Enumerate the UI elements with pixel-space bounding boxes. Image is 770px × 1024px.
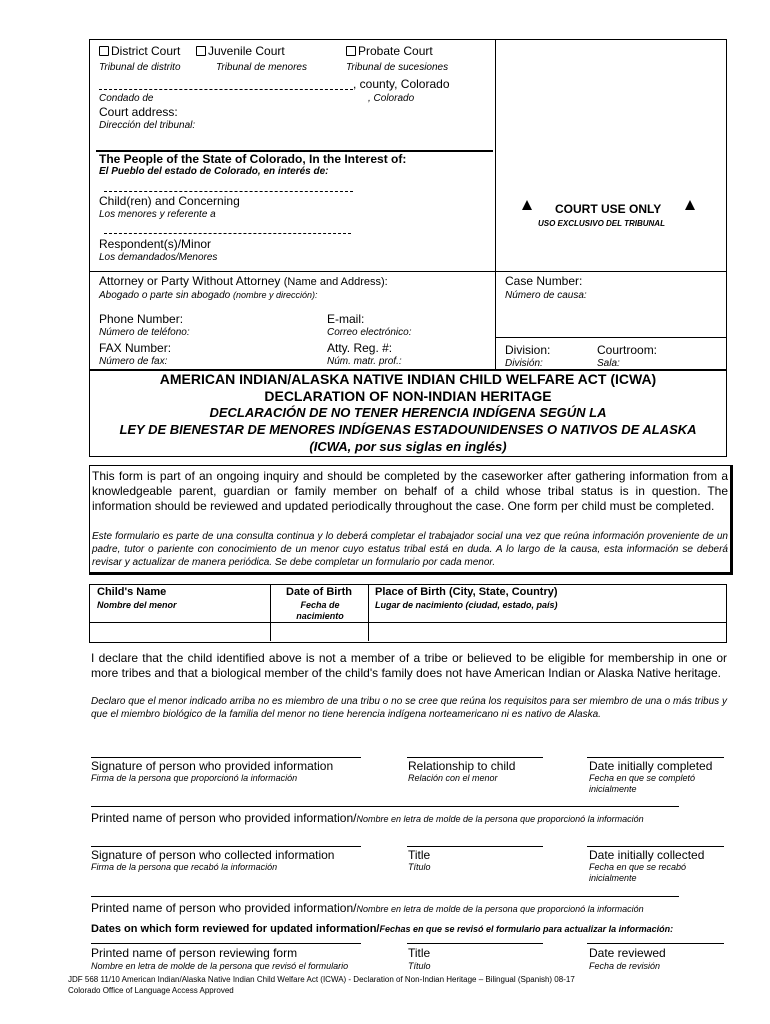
date-completed-input[interactable] (587, 757, 724, 758)
date-completed-label-es: Fecha en que se completó inicialmente (589, 773, 696, 794)
district-court-label-es: Tribunal de distrito (99, 62, 181, 73)
attorney-label-suffix: (Name and Address): (283, 276, 388, 288)
child-name-header: Child's Name (97, 586, 167, 598)
division-divider (495, 337, 726, 338)
title-reviewer-label: Title (408, 946, 431, 960)
court-use-label: COURT USE ONLY (555, 202, 662, 216)
printed-name-reviewer-label-es: Nombre en letra de molde de la persona que revisó el formulario (91, 961, 349, 971)
up-arrow-icon (522, 200, 532, 210)
caption-divider-vertical (495, 39, 496, 369)
probate-court-checkbox[interactable] (346, 44, 433, 58)
date-reviewed-label-es: Fecha de revisión (589, 961, 661, 971)
signature-collector-label: Signature of person who collected information (91, 848, 335, 862)
children-label-es: Los menores y referente a (99, 209, 216, 220)
printed-name-provider2-label (91, 899, 644, 917)
juvenile-court-label-es: Tribunal de menores (216, 62, 307, 73)
declaration-text-en: I declare that the child identified above is not a member of a tribe or believed to be eligible for membership in one or more tribes and that a biological member of the child's family does not have American Indian or Alaska Native heritage. (91, 651, 727, 680)
case-number-label: Case Number: (505, 274, 583, 288)
printed-name-reviewer-input[interactable] (91, 943, 361, 944)
printed-name-provider2-input[interactable] (91, 896, 679, 897)
court-address-label-es: Dirección del tribunal: (99, 120, 196, 131)
court-use-label-es: USO EXCLUSIVO DEL TRIBUNAL (538, 219, 665, 228)
county-input[interactable] (99, 89, 353, 90)
printed-name-reviewer-label: Printed name of person reviewing form (91, 946, 298, 960)
county-label-es: Condado de (99, 93, 154, 104)
people-title: The People of the State of Colorado, In the Interest of: (99, 152, 407, 166)
fax-label: FAX Number: (99, 341, 172, 355)
child-name-header-es: Nombre del menor (97, 600, 177, 610)
courtroom-label-es: Sala: (597, 358, 620, 369)
case-number-label-es: Número de causa: (505, 290, 587, 301)
district-court-label: District Court (111, 44, 181, 58)
footer-line2: Colorado Office of Language Access Approved (68, 986, 234, 995)
signature-provider-input[interactable] (91, 757, 361, 758)
date-reviewed-input[interactable] (587, 943, 724, 944)
checkbox-icon[interactable] (346, 46, 356, 56)
courtroom-label: Courtroom: (597, 343, 658, 357)
title-collector-input[interactable] (407, 846, 543, 847)
notice-text-es: Este formulario es parte de una consulta continua y lo deberá completar el trabajador social una vez que reúna información proveniente de un padre, tutor o pariente con conocimiento de un menor cuyo estatus tribal está en duda. A lo largo de la causa, esta información se deberá revisar y actualizar de manera periódica. Se debe completar un formulario por cada menor. (92, 531, 728, 568)
dob-header-es: Fecha de nacimiento (296, 600, 344, 621)
division-label-es: División: (505, 358, 543, 369)
attorney-label-es (99, 290, 318, 301)
form-title-es2: LEY DE BIENESTAR DE MENORES INDÍGENAS ESTADOUNIDENSES O NATIVOS DE ALASKA (119, 422, 697, 437)
email-label-es: Correo electrónico: (327, 327, 412, 338)
children-label: Child(ren) and Concerning (99, 194, 240, 208)
title-reviewer-input[interactable] (407, 943, 543, 944)
colorado-label-es: , Colorado (368, 93, 415, 104)
dob-input[interactable] (271, 623, 367, 640)
attorney-label-es-main: Abogado o parte sin abogado (99, 290, 231, 301)
form-title-line2: DECLARATION OF NON-INDIAN HERITAGE (264, 388, 552, 404)
county-label: , county, Colorado (353, 77, 450, 91)
attorney-label (99, 274, 388, 288)
email-label: E-mail: (327, 312, 365, 326)
phone-label: Phone Number: (99, 312, 184, 326)
relationship-label-es: Relación con el menor (408, 773, 498, 783)
pob-input[interactable] (369, 623, 724, 640)
form-title-es3: (ICWA, por sus siglas en inglés) (309, 439, 507, 454)
atty-reg-label-es: Núm. matr. prof.: (327, 356, 402, 367)
division-label: Division: (505, 343, 551, 357)
children-input[interactable] (104, 191, 353, 192)
pob-header: Place of Birth (City, State, Country) (375, 586, 558, 598)
respondent-label-es: Los demandados/Menores (99, 252, 218, 263)
checkbox-icon[interactable] (196, 46, 206, 56)
juvenile-court-checkbox[interactable] (196, 44, 285, 58)
probate-court-label-es: Tribunal de sucesiones (346, 62, 449, 73)
court-address-label: Court address: (99, 105, 178, 119)
respondent-label: Respondent(s)/Minor (99, 237, 212, 251)
date-collected-input[interactable] (587, 846, 724, 847)
people-title-es: El Pueblo del estado de Colorado, en interés de: (99, 166, 329, 177)
signature-collector-label-es: Firma de la persona que recabó la información (91, 862, 278, 872)
respondent-input[interactable] (104, 233, 351, 234)
attorney-label-es-suffix: (nombre y dirección): (233, 290, 318, 300)
date-reviewed-label: Date reviewed (589, 946, 666, 960)
date-completed-label: Date initially completed (589, 759, 713, 773)
date-collected-label-es: Fecha en que se recabó inicialmente (589, 862, 687, 883)
printed-name-provider-input[interactable] (91, 806, 679, 807)
signature-collector-input[interactable] (91, 846, 361, 847)
relationship-label: Relationship to child (408, 759, 516, 773)
printed-name-provider-text: Printed name of person who provided information/ (91, 811, 357, 825)
review-dates-text: Dates on which form reviewed for updated information/ (91, 923, 380, 935)
review-dates-text-es: Fechas en que se revisó el formulario para actualizar la información: (379, 924, 674, 934)
signature-provider-label: Signature of person who provided information (91, 759, 334, 773)
signature-provider-label-es: Firma de la persona que proporcionó la información (91, 773, 298, 783)
declaration-text-es: Declaro que el menor indicado arriba no es miembro de una tribu o no se cree que reúna los requisitos para ser miembro de una o más tribus y que el miembro biológico de la familia del menor no tiene herencia indígena norteamericano ni es nativo de Alaska. (91, 696, 727, 720)
date-collected-label: Date initially collected (589, 848, 705, 862)
printed-name-provider2-text: Printed name of person who provided information/ (91, 901, 357, 915)
child-name-input[interactable] (90, 623, 269, 640)
dob-header: Date of Birth (286, 586, 352, 598)
footer-line1: JDF 568 11/10 American Indian/Alaska Native Indian Child Welfare Act (ICWA) - Declaration of Non-Indian Heritage – Bilingual (Spanish) 08-17 (68, 975, 575, 984)
atty-reg-label: Atty. Reg. #: (327, 341, 393, 355)
review-dates-label (91, 919, 673, 937)
title-reviewer-label-es: Título (408, 961, 431, 971)
fax-label-es: Número de fax: (99, 356, 168, 367)
relationship-input[interactable] (407, 757, 543, 758)
form-title-line1: AMERICAN INDIAN/ALASKA NATIVE INDIAN CHILD WELFARE ACT (ICWA) (159, 371, 657, 387)
form-title-es1: DECLARACIÓN DE NO TENER HERENCIA INDÍGENA SEGÚN LA (209, 405, 607, 420)
pob-header-es: Lugar de nacimiento (ciudad, estado, país) (375, 600, 558, 610)
attorney-label-main: Attorney or Party Without Attorney (99, 274, 281, 288)
printed-name-provider-label (91, 809, 644, 827)
phone-label-es: Número de teléfono: (99, 327, 190, 338)
checkbox-icon[interactable] (99, 46, 109, 56)
printed-name-provider-text-es: Nombre en letra de molde de la persona que proporcionó la información (356, 814, 644, 824)
printed-name-provider2-text-es: Nombre en letra de molde de la persona que proporcionó la información (356, 904, 644, 914)
juvenile-court-label: Juvenile Court (208, 44, 285, 58)
title-collector-label: Title (408, 848, 431, 862)
probate-court-label: Probate Court (358, 44, 433, 58)
up-arrow-icon (685, 200, 695, 210)
caption-divider-attorney (89, 271, 726, 272)
district-court-checkbox[interactable] (99, 44, 180, 58)
title-collector-label-es: Título (408, 862, 431, 872)
notice-text-en: This form is part of an ongoing inquiry and should be completed by the caseworker after gathering information from a knowledgeable parent, guardian or family member on behalf of a child whose tribal status is in question. The information should be reviewed and updated periodically throughout the case. One form per child must be completed. (92, 469, 728, 513)
